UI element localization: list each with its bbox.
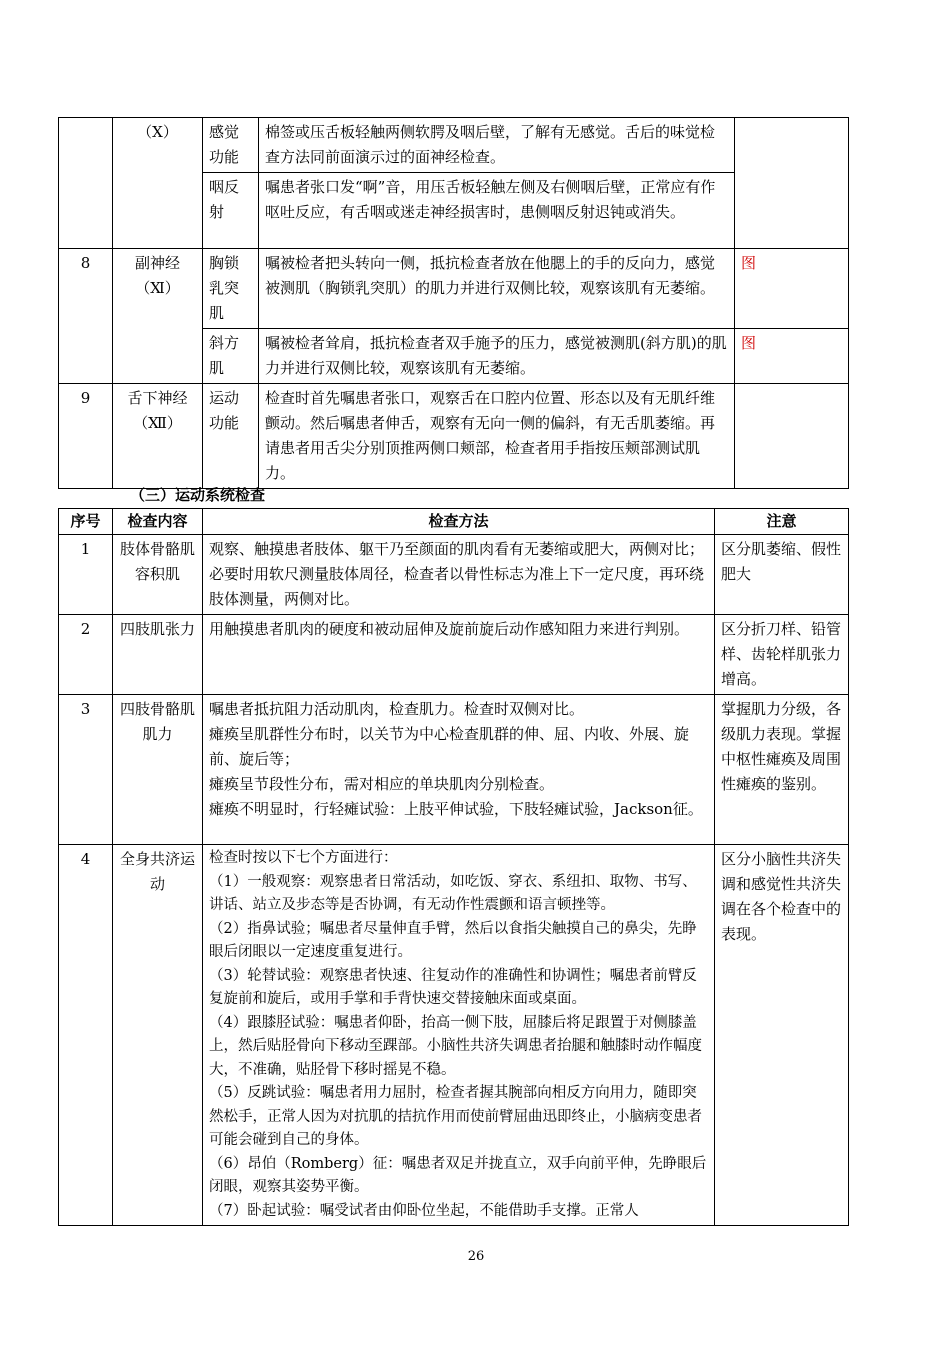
method-line: （4）跟膝胫试验：嘱患者仰卧，抬高一侧下肢，屈膝后将足跟置于对侧膝盖上，然后贴胫骨向下移动至踝部。小脑性共济失调患者抬腿和触膝时动作幅度大，不准确，贴胫骨下移时摇晃不稳。	[209, 1014, 702, 1078]
row-number: 9	[59, 384, 113, 489]
figure-reference: 图	[735, 249, 849, 329]
table-row	[59, 845, 849, 1226]
note-cell: 区分肌萎缩、假性肥大	[715, 535, 849, 615]
note-cell: 区分折刀样、铅管样、齿轮样肌张力增高。	[715, 615, 849, 695]
nerve-name: 舌下神经（Ⅻ）	[113, 384, 203, 489]
note-cell: 区分小脑性共济失调和感觉性共济失调在各个检查中的表现。	[715, 845, 849, 1226]
page-number: 26	[467, 1249, 485, 1264]
method-line: 瘫痪不明显时，行轻瘫试验：上肢平伸试验，下肢轻瘫试验，Jackson征。	[209, 800, 703, 818]
method-line: （1）一般观察：观察患者日常活动，如吃饭、穿衣、系纽扣、取物、书写、讲话、站立及步态等是否协调，有无动作性震颤和语言顿挫等。	[209, 873, 697, 913]
method-line: 瘫痪呈肌群性分布时，以关节为中心检查肌群的伸、屈、内收、外展、旋前、旋后等；	[209, 725, 690, 768]
note-cell: 掌握肌力分级，各级肌力表现。掌握中枢性瘫痪及周围性瘫痪的鉴别。	[715, 695, 849, 845]
note-cell	[735, 384, 849, 489]
table-row	[59, 118, 849, 173]
method-line: 瘫痪呈节段性分布，需对相应的单块肌肉分别检查。	[209, 775, 555, 793]
exam-method: 嘱患者张口发“啊”音，用压舌板轻触左侧及右侧咽后壁，正常应有作呕吐反应，有舌咽或迷走神经损害时，患侧咽反射迟钝或消失。	[259, 173, 735, 249]
exam-item: 感觉功能	[203, 118, 259, 173]
header-note: 注意	[715, 509, 849, 535]
row-number: 4	[59, 845, 113, 1226]
method-line: （2）指鼻试验；嘱患者尽量伸直手臂，然后以食指尖触摸自己的鼻尖，先睁眼后闭眼以一定速度重复进行。	[209, 920, 697, 960]
exam-content: 四肢肌张力	[113, 615, 203, 695]
motor-system-table	[58, 508, 849, 1226]
section-heading: （三）运动系统检查	[130, 486, 266, 504]
exam-item: 运动功能	[203, 384, 259, 489]
nerve-name: （Ⅹ）	[113, 118, 203, 249]
row-number	[59, 118, 113, 249]
table-row	[59, 249, 849, 329]
exam-item: 咽反射	[203, 173, 259, 249]
exam-method: 用触摸患者肌肉的硬度和被动屈伸及旋前旋后动作感知阻力来进行判别。	[203, 615, 715, 695]
table-row	[59, 535, 849, 615]
table-row	[59, 384, 849, 489]
exam-item: 胸锁乳突肌	[203, 249, 259, 329]
row-number: 8	[59, 249, 113, 384]
row-number: 3	[59, 695, 113, 845]
method-line: 嘱患者抵抗阻力活动肌肉，检查肌力。检查时双侧对比。	[209, 700, 585, 718]
exam-content: 全身共济运动	[113, 845, 203, 1226]
figure-reference: 图	[735, 329, 849, 384]
exam-item: 斜方肌	[203, 329, 259, 384]
method-line: （6）昂伯（Romberg）征：嘱患者双足并拢直立，双手向前平伸，先睁眼后闭眼，观察其姿势平衡。	[209, 1155, 707, 1195]
header-method: 检查方法	[203, 509, 715, 535]
exam-method: 检查时首先嘱患者张口，观察舌在口腔内位置、形态以及有无肌纤维颤动。然后嘱患者伸舌，观察有无向一侧的偏斜，有无舌肌萎缩。再请患者用舌尖分别顶推两侧口颊部，检查者用手指按压颊部测试肌力。	[259, 384, 735, 489]
row-number: 1	[59, 535, 113, 615]
table-header-row	[59, 509, 849, 535]
header-content: 检查内容	[113, 509, 203, 535]
exam-method: 嘱被检者耸肩，抵抗检查者双手施予的压力，感觉被测肌(斜方肌)的肌力并进行双侧比较，观察该肌有无萎缩。	[259, 329, 735, 384]
nerve-name: 副神经（Ⅺ）	[113, 249, 203, 384]
table-row	[59, 695, 849, 845]
exam-content: 肢体骨骼肌容积肌	[113, 535, 203, 615]
exam-method	[203, 695, 715, 845]
row-number: 2	[59, 615, 113, 695]
exam-method: 嘱被检者把头转向一侧，抵抗检查者放在他腮上的手的反向力，感觉被测肌（胸锁乳突肌）的肌力并进行双侧比较，观察该肌有无萎缩。	[259, 249, 735, 329]
exam-content: 四肢骨骼肌肌力	[113, 695, 203, 845]
note-cell	[735, 118, 849, 249]
method-line: （5）反跳试验：嘱患者用力屈肘，检查者握其腕部向相反方向用力，随即突然松手，正常人因为对抗肌的拮抗作用而使前臂屈曲迅即终止，小脑病变患者可能会碰到自己的身体。	[209, 1085, 702, 1148]
header-number: 序号	[59, 509, 113, 535]
method-line: 检查时按以下七个方面进行：	[209, 850, 398, 866]
exam-method: 棉签或压舌板轻触两侧软腭及咽后壁，了解有无感觉。舌后的味觉检查方法同前面演示过的面神经检查。	[259, 118, 735, 173]
method-line: （3）轮替试验：观察患者快速、往复动作的准确性和协调性；嘱患者前臂反复旋前和旋后，或用手掌和手背快速交替接触床面或桌面。	[209, 967, 697, 1007]
method-line: （7）卧起试验：嘱受试者由仰卧位坐起，不能借助手支撑。正常人	[209, 1202, 639, 1219]
cranial-nerve-table	[58, 117, 849, 489]
exam-method: 观察、触摸患者肢体、躯干乃至颜面的肌肉看有无萎缩或肥大，两侧对比；必要时用软尺测量肢体周径，检查者以骨性标志为准上下一定尺度，再环绕肢体测量，两侧对比。	[203, 535, 715, 615]
table-row	[59, 615, 849, 695]
exam-method	[203, 845, 715, 1226]
